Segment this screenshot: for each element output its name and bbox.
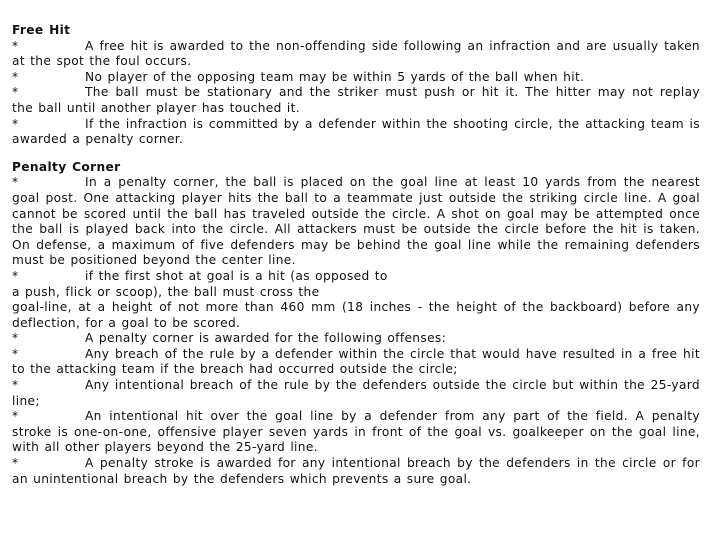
list-item <box>12 117 700 148</box>
list-item-text: A penalty corner is awarded for the following offenses: <box>85 331 447 346</box>
bullet-marker: * <box>12 175 19 190</box>
list-item-text: A free hit is awarded to the non-offending side following an infraction and are usually taken at the spot the foul occurs. <box>12 38 700 69</box>
bullet-marker: * <box>12 85 19 100</box>
bullet-marker: * <box>12 116 19 131</box>
list-item-text: if the first shot at goal is a hit (as opposed to <box>85 268 388 283</box>
list-item-text: Any intentional breach of the rule by the defenders outside the circle but within the 25-yard line; <box>12 378 700 408</box>
bullet-marker: * <box>12 331 19 346</box>
list-item-continuation: a push, flick or scoop), the ball must cross the <box>12 284 320 299</box>
bullet-marker: * <box>12 409 19 424</box>
list-item <box>12 456 700 487</box>
list-item <box>12 409 700 456</box>
section-heading: Free Hit <box>12 23 71 37</box>
list-item-text: A penalty stroke is awarded for any intentional breach by the defenders in the circle or for an unintentional breach by the defenders which prevents a sure goal. <box>12 456 700 486</box>
document-body <box>12 23 700 487</box>
bullet-marker: * <box>12 268 19 283</box>
list-item-text: The ball must be stationary and the striker must push or hit it. The hitter may not replay the ball until another player has touched it. <box>12 85 700 115</box>
list-item <box>12 70 700 86</box>
list-item-continuation: goal-line, at a height of not more than 460 mm (18 inches - the height of the backboard) before any deflection, for a goal to be scored. <box>12 300 700 330</box>
list-item <box>12 269 700 285</box>
bullet-marker: * <box>12 69 19 84</box>
section-divider-space <box>12 148 700 160</box>
section-heading: Penalty Corner <box>12 159 121 174</box>
list-item <box>12 85 700 116</box>
section-free-hit <box>12 23 700 148</box>
list-item <box>12 175 700 269</box>
list-item <box>12 378 700 409</box>
bullet-marker: * <box>12 38 19 53</box>
list-item-text: Any breach of the rule by a defender within the circle that would have resulted in a free hit to the attacking team if the breach had occurred outside the circle; <box>12 346 700 377</box>
list-item <box>12 39 700 70</box>
bullet-marker: * <box>12 346 19 361</box>
list-item <box>12 331 700 347</box>
bullet-marker: * <box>12 378 19 393</box>
list-item-text: In a penalty corner, the ball is placed on the goal line at least 10 yards from the nearest goal post. One attacking player hits the ball to a teammate just outside the striking circle line. A goal cannot be scored until the ball has traveled outside the circle. A shot on goal may be attempted once the ball is played back into the circle. All attackers must be outside the circle before the hit is taken. On defense, a maximum of five defenders may be behind the goal line while the remaining defenders must be positioned beyond the center line. <box>12 175 700 268</box>
list-item-text: If the infraction is committed by a defender within the shooting circle, the attacking team is awarded a penalty corner. <box>12 116 700 147</box>
list-item-text: An intentional hit over the goal line by a defender from any part of the field. A penalty stroke is one-on-one, offensive player seven yards in front of the goal vs. goalkeeper on the goal line, with all other players beyond the 25-yard line. <box>12 409 700 455</box>
list-item <box>12 347 700 378</box>
bullet-marker: * <box>12 456 19 471</box>
section-penalty-corner <box>12 160 700 487</box>
list-item-text: No player of the opposing team may be within 5 yards of the ball when hit. <box>85 69 585 84</box>
